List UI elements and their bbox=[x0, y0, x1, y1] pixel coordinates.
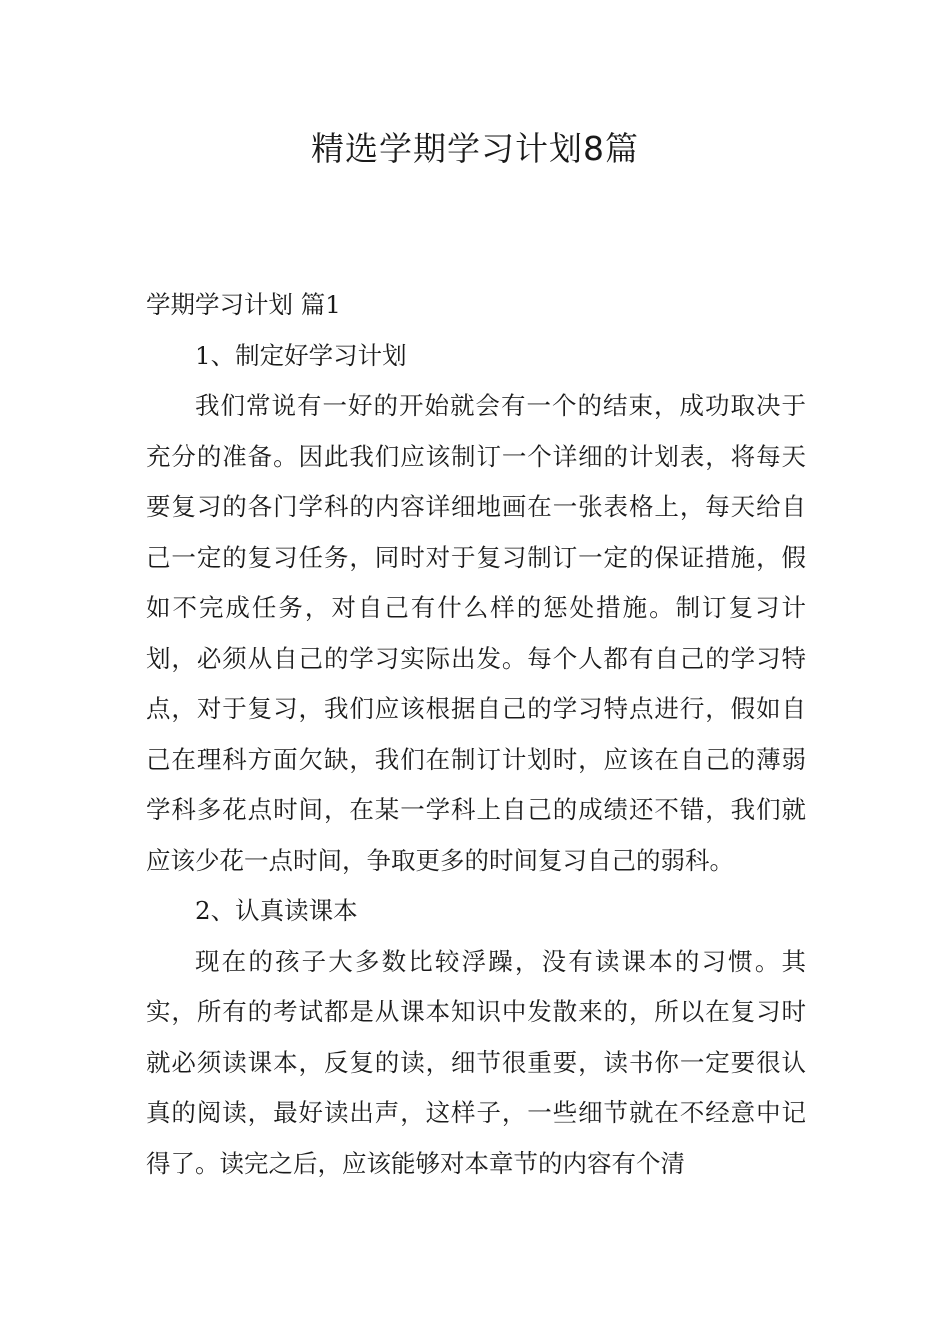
document-title: 精选学期学习计划8篇 bbox=[311, 129, 639, 168]
subheading-2: 2、认真读课本 bbox=[195, 896, 358, 925]
subheading-1: 1、制定好学习计划 bbox=[195, 340, 407, 370]
paragraph-1: 我们常说有一好的开始就会有一个的结束，成功取决于充分的准备。因此我们应该制订一个详细的计划表，将每天要复习的各门学科的内容详细地画在一张表格上，每天给自己一定的复习任务，同时对于复习制订一定的保证措施，假如不完成任务，对自己有什么样的惩处措施。制订复习计划，必须从自己的学习实际出发。每个人都有自己的学习特点，对于复习，我们应该根据自己的学习特点进行，假如自己在理科方面欠缺，我们在制订计划时，应该在自己的薄弱学科多花点时间，在某一学科上自己的成绩还不错，我们就应该少花一点时间，争取更多的时间复习自己的弱科。 bbox=[146, 391, 806, 875]
document-body bbox=[146, 280, 806, 1189]
paragraph-2: 现在的孩子大多数比较浮躁，没有读课本的习惯。其实，所有的考试都是从课本知识中发散来的，所以在复习时就必须读课本，反复的读，细节很重要，读书你一定要很认真的阅读，最好读出声，这样子，一些细节就在不经意中记得了。读完之后，应该能够对本章节的内容有个清 bbox=[146, 946, 806, 1178]
section-heading: 学期学习计划 篇1 bbox=[146, 290, 341, 319]
